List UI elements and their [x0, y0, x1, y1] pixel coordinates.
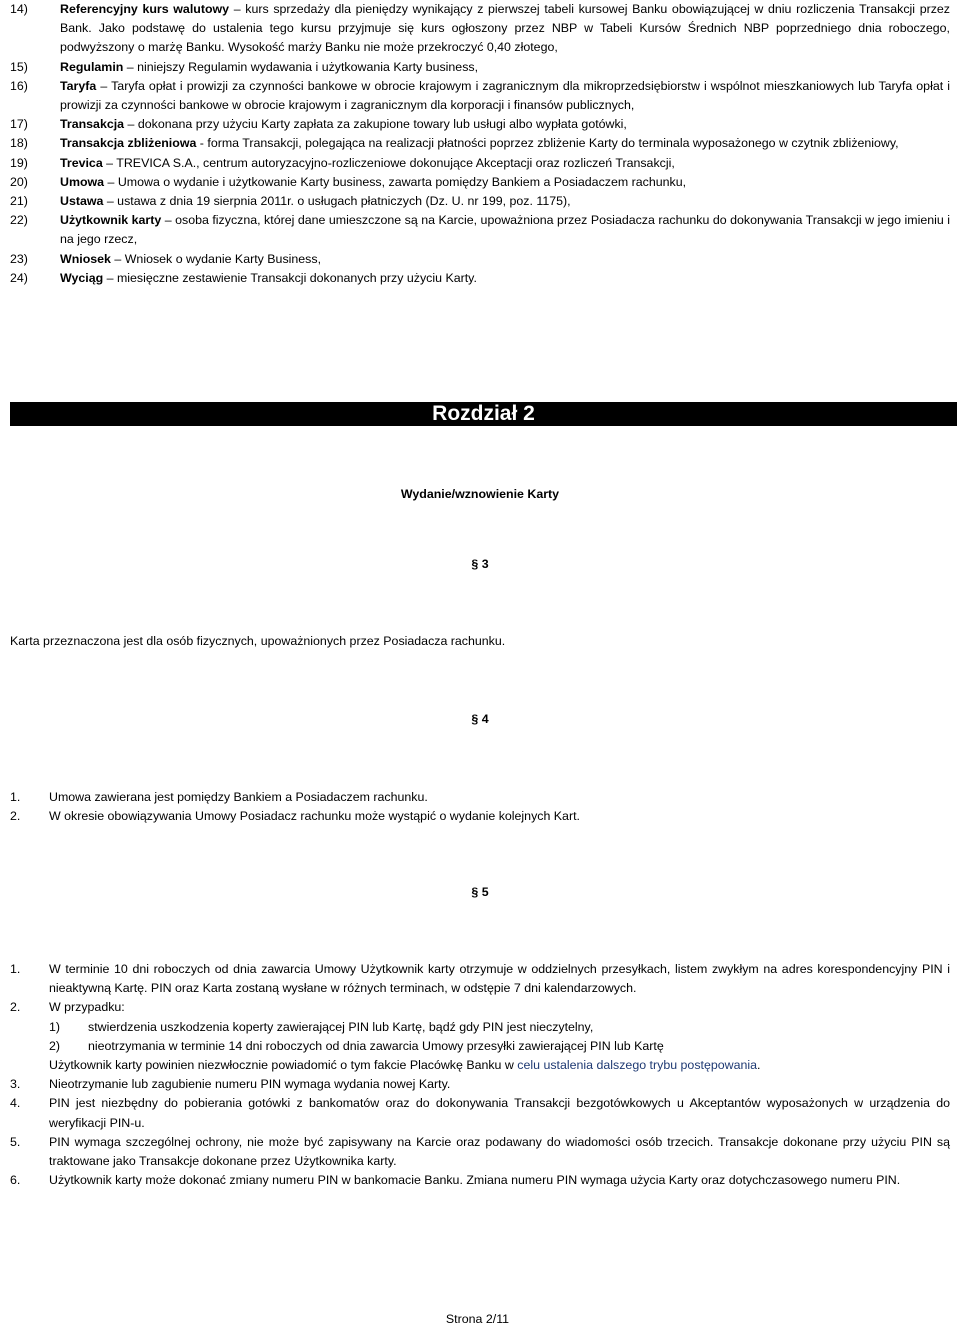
item-text: W przypadku:: [49, 1000, 125, 1015]
list-item: [10, 807, 950, 826]
item-number: 24): [10, 270, 28, 285]
list-item: [10, 998, 950, 1017]
term: Transakcja zbliżeniowa: [60, 136, 197, 151]
item-number: 1.: [10, 962, 21, 976]
note-highlight: celu ustalenia dalszego trybu postępowania: [517, 1058, 758, 1073]
list-item: [10, 1075, 950, 1094]
item-number: 18): [10, 136, 28, 151]
definition-item: [10, 173, 950, 192]
note-text: Użytkownik karty powinien niezwłocznie powiadomić o tym fakcie Placówkę Banku w: [49, 1058, 518, 1073]
definition-item: [10, 115, 950, 134]
term: Wniosek: [60, 251, 111, 266]
separator: -: [196, 136, 208, 151]
term: Ustawa: [60, 194, 104, 209]
list-item: [10, 1171, 950, 1190]
chapter-subtitle: Wydanie/wznowienie Karty: [400, 487, 560, 501]
sub-item-number: 1): [49, 1019, 61, 1034]
item-number: 1.: [10, 790, 21, 804]
definition-item: [10, 77, 950, 115]
definition-item: [10, 250, 950, 269]
item-number: 20): [10, 174, 28, 189]
term: Transakcja: [60, 117, 125, 132]
definition-text: osoba fizyczna, której dane umieszczone są na Karcie, upoważniona przez Posiadacza rachunku do dokonywania Transakcji w jego imieniu i na jego rzecz,: [60, 213, 950, 247]
item-text: PIN jest niezbędny do pobierania gotówki z bankomatów oraz do dokonywania Transakcji bezgotówkowych u Akceptantów wyposażonych w urządzenia do weryfikacji PIN-u.: [49, 1096, 950, 1130]
separator: –: [161, 213, 176, 228]
notification-note: [10, 1056, 950, 1075]
chapter-title-banner: Rozdział 2: [10, 402, 957, 426]
item-text: Użytkownik karty może dokonać zmiany numeru PIN w bankomacie Banku. Zmiana numeru PIN wymaga użycia Karty oraz dotychczasowego numeru PIN.: [49, 1173, 901, 1188]
item-text: W okresie obowiązywania Umowy Posiadacz rachunku może wystąpić o wydanie kolejnych Kart.: [49, 809, 580, 824]
section-heading-4: § 4: [471, 712, 489, 726]
definition-item: [10, 269, 950, 288]
sub-item: [49, 1037, 950, 1056]
item-number: 2.: [10, 1000, 21, 1015]
item-number: 23): [10, 251, 28, 266]
item-text: PIN wymaga szczególnej ochrony, nie może być zapisywany na Karcie oraz podawany do wiadomości osób trzecich. Transakcje dokonane przy użyciu PIN są traktowane jako Transakcje dokonane przez Użytkownika karty.: [49, 1134, 950, 1169]
term: Regulamin: [60, 59, 124, 74]
definition-item: [10, 58, 950, 77]
term: Referencyjny kurs walutowy: [60, 2, 230, 16]
definition-text: niniejszy Regulamin wydawania i użytkowania Karty business,: [137, 59, 479, 74]
section-heading-5: § 5: [471, 885, 489, 899]
separator: –: [104, 174, 118, 189]
definition-item: [10, 0, 950, 58]
definition-item: [10, 154, 950, 173]
definition-item: [10, 211, 950, 249]
list-item: [10, 788, 950, 807]
section-4-list: [10, 788, 950, 826]
definition-item: [10, 134, 950, 153]
separator: –: [102, 155, 117, 170]
sub-item-number: 2): [49, 1038, 61, 1053]
definition-text: forma Transakcji, polegająca na realizacji płatności poprzez zbliżenie Karty do terminala wyposażonego w czytnik zbliżeniowy,: [207, 136, 899, 151]
definition-text: miesięczne zestawienie Transakcji dokonanych przy użyciu Karty.: [116, 270, 477, 285]
definition-text: dokonana przy użyciu Karty zapłata za zakupione towary lub usługi albo wypłata gotówki,: [137, 117, 627, 132]
item-number: 5.: [10, 1134, 21, 1149]
definition-item: [10, 192, 950, 211]
list-item: [10, 1133, 950, 1171]
section-3-text: Karta przeznaczona jest dla osób fizycznych, upoważnionych przez Posiadacza rachunku.: [10, 634, 506, 648]
section-5-list: [10, 960, 950, 1190]
page-number-footer: Strona 2/11: [445, 1312, 510, 1326]
item-text: Umowa zawierana jest pomiędzy Bankiem a Posiadaczem rachunku.: [49, 790, 428, 804]
separator: –: [103, 270, 117, 285]
separator: –: [229, 2, 246, 16]
term: Taryfa: [60, 78, 97, 93]
item-number: 17): [10, 117, 28, 132]
definition-text: ustawa z dnia 19 sierpnia 2011r. o usługach płatniczych (Dz. U. nr 199, poz. 1175),: [117, 194, 571, 209]
item-number: 16): [10, 78, 28, 93]
item-number: 14): [10, 2, 28, 16]
separator: –: [103, 194, 118, 209]
separator: –: [124, 117, 138, 132]
section-heading-3: § 3: [471, 557, 489, 571]
sub-item-text: stwierdzenia uszkodzenia koperty zawierającej PIN lub Kartę, bądź gdy PIN jest nieczytelny,: [88, 1019, 594, 1034]
separator: –: [110, 251, 125, 266]
item-number: 4.: [10, 1096, 21, 1111]
separator: –: [96, 78, 112, 93]
definition-text: Umowa o wydanie i użytkowanie Karty business, zawarta pomiędzy Bankiem a Posiadaczem rachunku,: [117, 174, 687, 189]
separator: –: [123, 59, 138, 74]
item-text: W terminie 10 dni roboczych od dnia zawarcia Umowy Użytkownik karty otrzymuje w oddzielnych przesyłkach, listem zwykłym na adres korespondencyjny PIN i nieaktywną Kartę. PIN oraz Karta zostaną wysłane w różnych terminach, w odstępie 7 dni kalendarzowych.: [49, 962, 950, 996]
item-number: 19): [10, 155, 28, 170]
list-item: [10, 1094, 950, 1132]
sub-item-text: nieotrzymania w terminie 14 dni roboczych od dnia zawarcia Umowy przesyłki zawierającej PIN lub Kartę: [88, 1038, 664, 1053]
note-end: .: [757, 1058, 761, 1073]
term: Wyciąg: [60, 270, 104, 285]
definitions-list: [10, 0, 950, 288]
term: Umowa: [60, 174, 105, 189]
definition-text: Taryfa opłat i prowizji za czynności bankowe w obrocie krajowym i zagranicznym dla mikroprzedsiębiorstw i wspólnot mieszkaniowych lub Taryfa opłat i prowizji za czynności bankowe w obrocie krajowym i zagranicznym dla korporacji i finansów publicznych,: [60, 78, 950, 113]
item-number: 2.: [10, 809, 21, 824]
item-number: 21): [10, 194, 28, 209]
term: Trevica: [60, 155, 103, 170]
list-item: [10, 960, 950, 998]
definition-text: Wniosek o wydanie Karty Business,: [124, 251, 322, 266]
definition-text: TREVICA S.A., centrum autoryzacyjno-rozliczeniowe dokonujące Akceptacji oraz rozliczeń Transakcji,: [116, 155, 675, 170]
sub-item: [49, 1018, 950, 1037]
definition-text: kurs sprzedaży dla pieniędzy wynikający z pierwszej tabeli kursowej Banku obowiązującej w dniu rozliczenia Transakcji przez Bank. Jako podstawę do ustalenia tego kursu przyjmuje się kurs ogłoszony przez NBP w Tabeli Kursów Średnich NBP poprzedniego dnia roboczego, podwyższony o marżę Banku. Wysokość marży Banku nie może przekroczyć 0,40 złotego,: [60, 2, 950, 55]
item-number: 6.: [10, 1173, 21, 1188]
item-text: Nieotrzymanie lub zagubienie numeru PIN wymaga wydania nowej Karty.: [49, 1077, 451, 1092]
item-number: 3.: [10, 1077, 21, 1092]
sub-list: [10, 1018, 950, 1056]
item-number: 22): [10, 213, 28, 228]
item-number: 15): [10, 59, 28, 74]
term: Użytkownik karty: [60, 213, 162, 228]
